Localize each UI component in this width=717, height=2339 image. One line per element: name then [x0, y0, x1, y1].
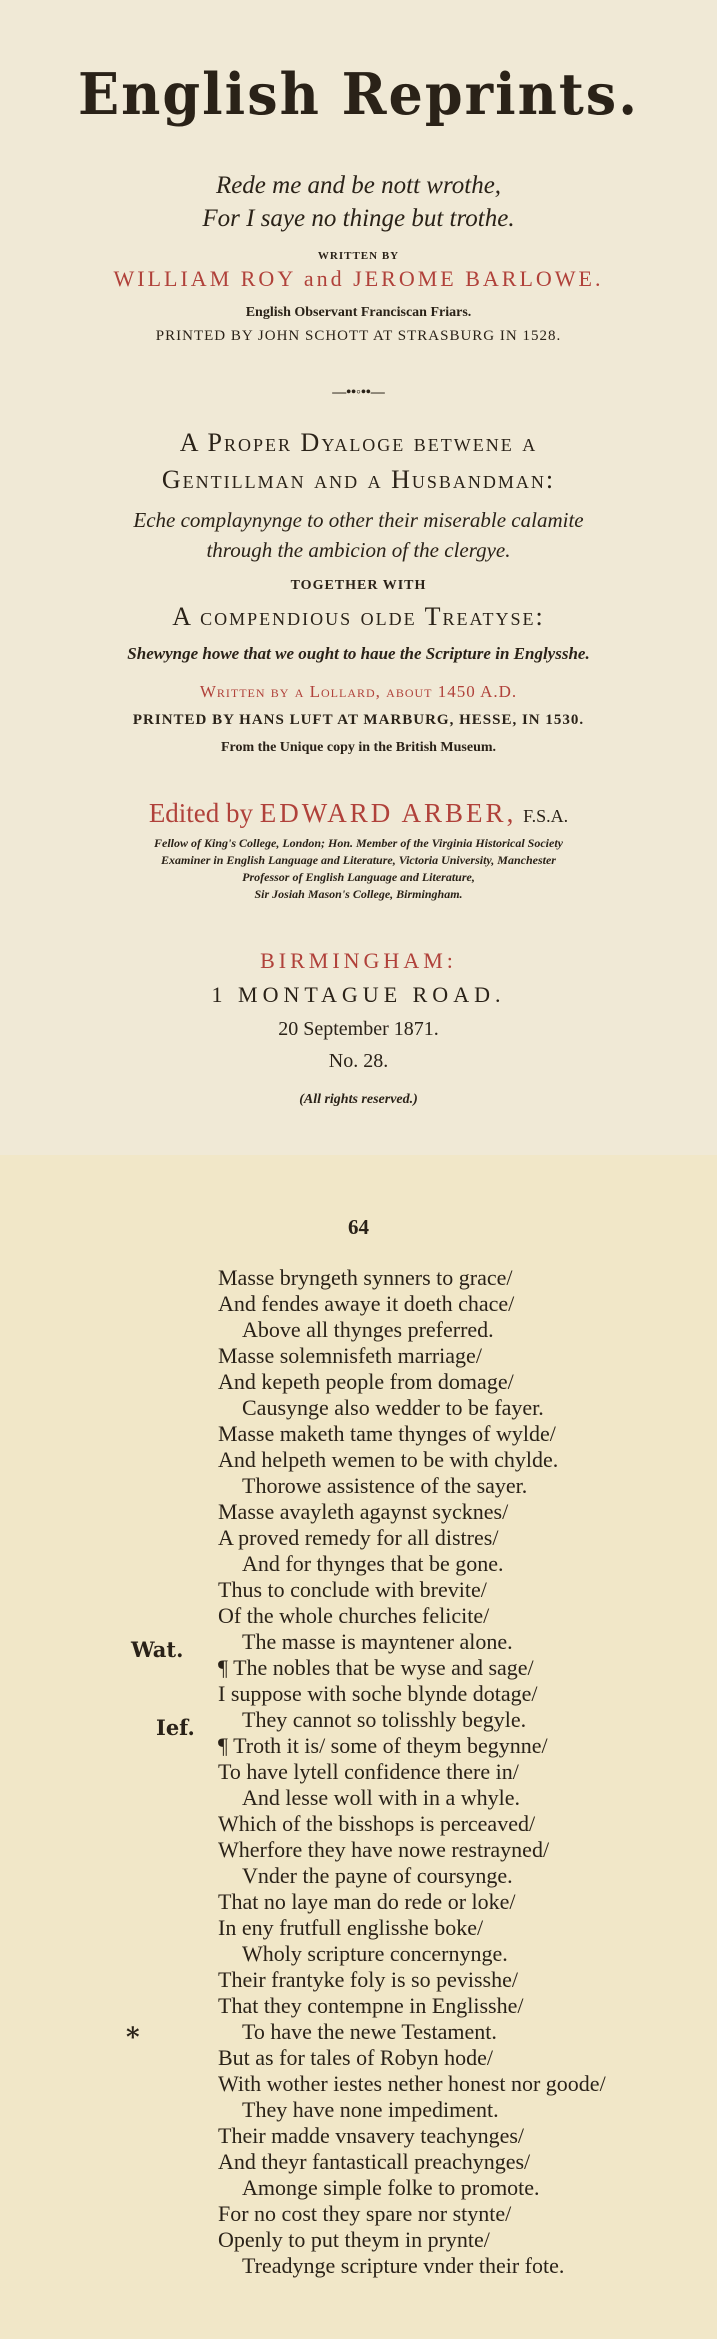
verse-line: Of the whole churches felicite/	[218, 1603, 490, 1628]
verse-line: Their frantyke foly is so pevisshe/	[218, 1967, 518, 1992]
dialogue-subtitle-2: through the ambicion of the clergye.	[206, 538, 511, 562]
dialogue-title-2: Gentillman and a Husbandman:	[161, 465, 556, 494]
verse-line: Vnder the payne of coursynge.	[242, 1863, 513, 1888]
verse-line: They cannot so tolisshly begyle.	[242, 1707, 527, 1732]
treatyse-title: A compendious olde Treatyse:	[172, 602, 545, 631]
verse-line: The masse is mayntener alone.	[242, 1629, 513, 1654]
treatyse-subtitle: Shewynge howe that we ought to haue the Scripture in Englysshe.	[127, 644, 590, 663]
verse-line: Causynge also wedder to be fayer.	[242, 1395, 544, 1420]
editor-desc-1: Fellow of King's College, London; Hon. Member of the Virginia Historical Society	[153, 836, 564, 850]
verse-line: And for thynges that be gone.	[242, 1551, 504, 1576]
city: BIRMINGHAM:	[260, 948, 457, 973]
verse-line: But as for tales of Robyn hode/	[218, 2045, 493, 2070]
authors: WILLIAM ROY and JEROME BARLOWE.	[113, 266, 604, 291]
verse-line: A proved remedy for all distres/	[218, 1525, 499, 1550]
verse-line: To have lytell confidence there in/	[218, 1759, 519, 1784]
editor-name: EDWARD ARBER,	[259, 798, 517, 828]
verse-line: They have none impediment.	[242, 2097, 499, 2122]
written-by-label: WRITTEN BY	[317, 250, 400, 262]
verse-line: With wother iestes nether honest nor goode/	[218, 2071, 606, 2096]
verse-line: To have the newe Testament.	[242, 2019, 497, 2044]
margin-asterisk: *	[126, 2023, 140, 2053]
editor-desc-2: Examiner in English Language and Literature, Victoria University, Manchester	[161, 853, 556, 867]
verse-line: Masse maketh tame thynges of wylde/	[218, 1421, 556, 1446]
motto-line-1: Rede me and be nott wrothe,	[215, 172, 502, 199]
verse-line: And lesse woll with in a whyle.	[242, 1785, 521, 1810]
lollard-credit: Written by a Lollard, about 1450 A.D.	[199, 682, 518, 701]
verse-line: And helpeth wemen to be with chylde.	[218, 1447, 559, 1472]
editor-title: F.S.A.	[523, 806, 569, 826]
rights-notice: (All rights reserved.)	[299, 1092, 418, 1107]
verse-line: Masse avayleth agaynst sycknes/	[218, 1499, 509, 1524]
verse-line: ¶ The nobles that be wyse and sage/	[218, 1655, 534, 1680]
editor-desc-3: Professor of English Language and Literature,	[242, 870, 475, 884]
verse-line: And theyr fantasticall preachynges/	[218, 2149, 531, 2174]
authors-description: English Observant Franciscan Friars.	[245, 305, 472, 320]
verse-line: And kepeth people from domage/	[218, 1369, 514, 1394]
source-note: From the Unique copy in the British Museum.	[220, 740, 497, 755]
text-page	[0, 1155, 717, 2339]
verse-line: ¶ Troth it is/ some of theym begynne/	[218, 1733, 548, 1758]
dialogue-title-1: A Proper Dyaloge betwene a	[179, 428, 538, 457]
editor-line	[0, 798, 717, 829]
verse-line: That no laye man do rede or loke/	[218, 1889, 516, 1914]
editor-desc-4: Sir Josiah Mason's College, Birmingham.	[254, 887, 463, 901]
margin-note-wat: Wat.	[131, 1637, 184, 1662]
verse-line: Masse solemnisfeth marriage/	[218, 1343, 482, 1368]
verse-line: I suppose with soche blynde dotage/	[218, 1681, 538, 1706]
margin-note-ief: Ief.	[156, 1715, 195, 1740]
verse-line: And fendes awaye it doeth chace/	[218, 1291, 515, 1316]
verse-line: Openly to put theym in prynte/	[218, 2227, 490, 2252]
verse-line: Thus to conclude with brevite/	[218, 1577, 487, 1602]
issue-number: No. 28.	[328, 1050, 389, 1072]
publication-date: 20 September 1871.	[278, 1018, 439, 1040]
verse-line: Above all thynges preferred.	[242, 1317, 494, 1342]
verse-line: Amonge simple folke to promote.	[242, 2175, 540, 2200]
series-title: English Reprints.	[77, 60, 640, 128]
verse-line: Which of the bisshops is perceaved/	[218, 1811, 536, 1836]
dialogue-subtitle-1: Eche complaynynge to other their miserable calamite	[133, 508, 584, 532]
verse-line: Wholy scripture concernynge.	[242, 1941, 508, 1966]
verse-line: In eny frutfull englisshe boke/	[218, 1915, 484, 1940]
page-number: 64	[348, 1215, 369, 1239]
verse-line: For no cost they spare nor stynte/	[218, 2201, 512, 2226]
second-printer: PRINTED BY HANS LUFT AT MARBURG, HESSE, IN 1530.	[132, 712, 585, 728]
verse-line: Wherfore they have nowe restrayned/	[218, 1837, 550, 1862]
address: 1 MONTAGUE ROAD.	[211, 982, 506, 1007]
title-page	[0, 0, 717, 1155]
verse-line: Treadynge scripture vnder their fote.	[242, 2253, 565, 2278]
motto-line-2: For I saye no thinge but trothe.	[202, 205, 515, 232]
ornament-divider: —••◦••—	[332, 385, 385, 400]
first-printer: PRINTED BY JOHN SCHOTT AT STRASBURG IN 1528.	[155, 328, 562, 344]
verse-line: That they contempne in Englisshe/	[218, 1993, 524, 2018]
verse-line: Their madde vnsavery teachynges/	[218, 2123, 525, 2148]
verse-line: Thorowe assistence of the sayer.	[242, 1473, 528, 1498]
edited-by-label: Edited by	[148, 798, 254, 828]
verse-line: Masse bryngeth synners to grace/	[218, 1265, 513, 1290]
together-with-label: TOGETHER WITH	[290, 578, 427, 593]
